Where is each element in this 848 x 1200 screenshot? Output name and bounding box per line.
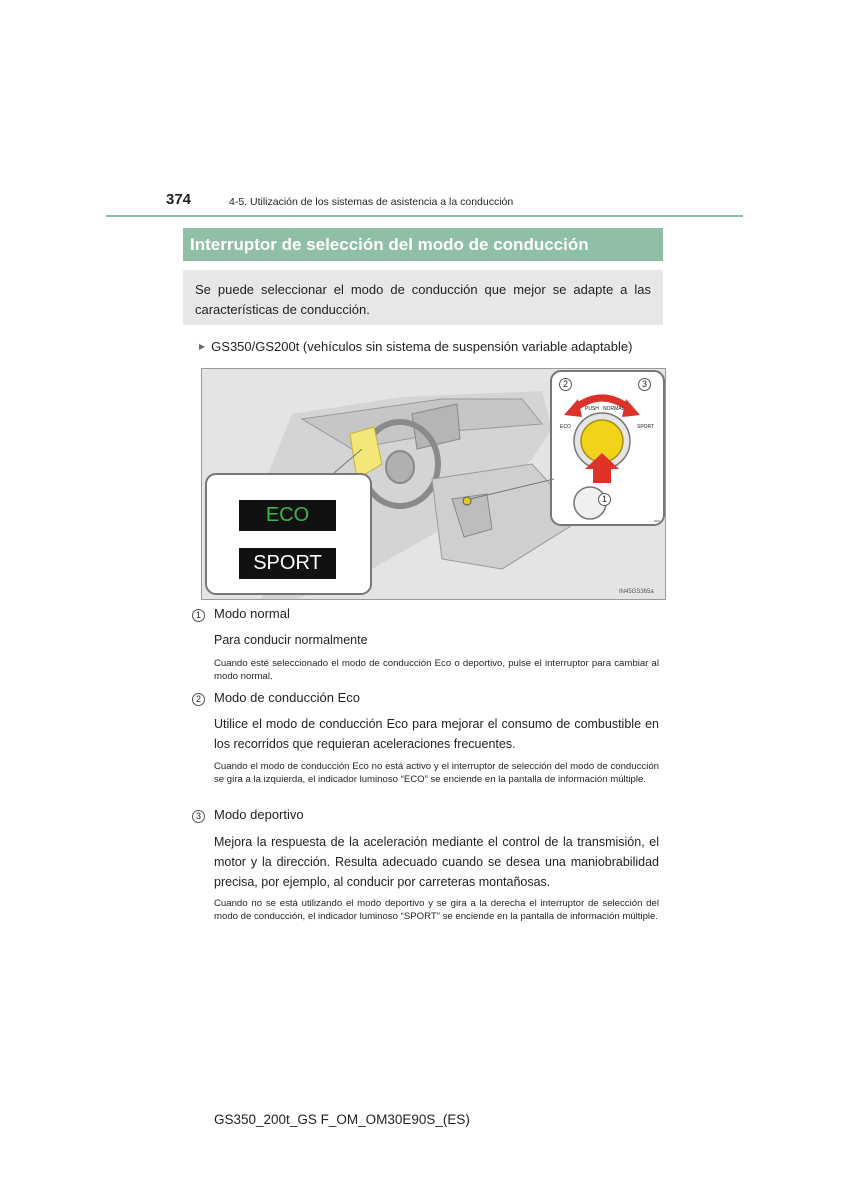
callout-3: 3 [638, 378, 651, 391]
item-number-3: 3 [192, 810, 205, 823]
knob-label-push: PUSH [585, 406, 599, 412]
page-number: 374 [166, 191, 192, 208]
item-number-2: 2 [192, 693, 205, 706]
intro-box [183, 270, 663, 325]
item-body-sport: Mejora la respuesta de la aceleración mediante el control de la transmisión, el motor y la dirección. Resulta adecuado cuando se desea una maniobrabilidad precisa, por ejemplo, al conducir por carreteras montañosas. [214, 835, 659, 889]
drive-mode-illustration [201, 368, 666, 600]
sport-indicator: SPORT [239, 548, 336, 579]
item-title-normal: Modo normal [214, 606, 290, 621]
item-body-eco: Utilice el modo de conducción Eco para mejorar el consumo de combustible en los recorridos que requieran aceleraciones frecuentes. [214, 717, 659, 751]
variant-text: GS350/GS200t (vehículos sin sistema de suspensión variable adaptable) [211, 339, 633, 354]
section-title: Interruptor de selección del modo de conducción [183, 228, 663, 261]
item-note-normal: Cuando esté seleccionado el modo de conducción Eco o deportivo, pulse el interruptor para cambiar al modo normal. [214, 658, 659, 682]
knob-label-eco: ECO [560, 424, 571, 430]
item-note-eco: Cuando el modo de conducción Eco no está activo y el interruptor de selección del modo de conducción se gira a la izquierda, el indicador luminoso “ECO” se enciende en la pantalla de información múltiple. [214, 761, 659, 785]
callout-1: 1 [598, 493, 611, 506]
intro-text: Se puede seleccionar el modo de conducción que mejor se adapte a las características de conducción. [195, 282, 651, 317]
knob-label-normal: NORMAL [603, 406, 625, 412]
variant-line [199, 339, 632, 354]
eco-indicator: ECO [239, 500, 336, 531]
item-note-sport: Cuando no se está utilizando el modo deportivo y se gira a la derecha el interruptor de selección del modo de conducción, el indicador luminoso “SPORT” se enciende en la pantalla de información múltiple. [214, 898, 659, 922]
bullet-triangle-icon: ▶ [199, 342, 206, 351]
footer-doc-code: GS350_200t_GS F_OM_OM30E90S_(ES) [214, 1112, 470, 1127]
item-title-sport: Modo deportivo [214, 807, 304, 822]
item-title-eco: Modo de conducción Eco [214, 690, 360, 705]
item-body-normal: Para conducir normalmente [214, 633, 368, 647]
item-number-1: 1 [192, 609, 205, 622]
figure-code: IN45GS365a [619, 589, 654, 595]
header-divider [106, 215, 743, 217]
breadcrumb: 4-5. Utilización de los sistemas de asistencia a la conducción [229, 196, 514, 208]
knob-label-sport: SPORT [637, 424, 655, 430]
callout-2: 2 [559, 378, 572, 391]
